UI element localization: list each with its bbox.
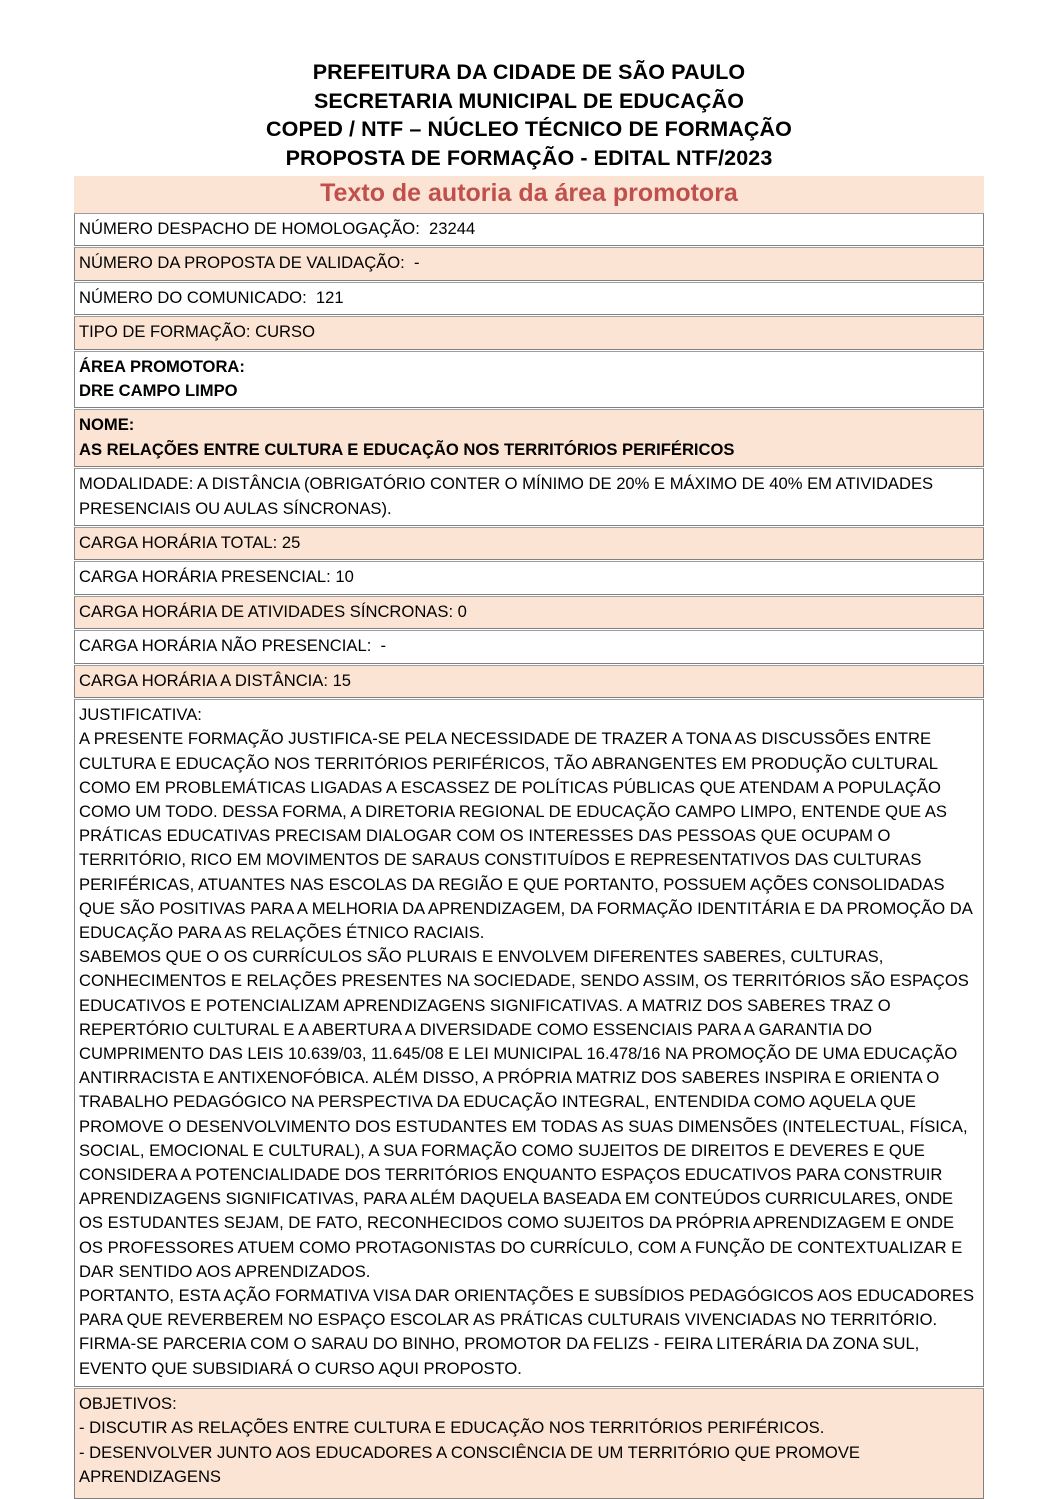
header-line-secretaria: SECRETARIA MUNICIPAL DE EDUCAÇÃO [313, 88, 745, 113]
field-carga-horaria-presencial: CARGA HORÁRIA PRESENCIAL: 10 [79, 567, 354, 587]
value-nome: AS RELAÇÕES ENTRE CULTURA E EDUCAÇÃO NOS TERRITÓRIOS PERIFÉRICOS [79, 439, 735, 459]
document-header [0, 0, 1058, 172]
header-line-prefeitura: PREFEITURA DA CIDADE DE SÃO PAULO [312, 60, 746, 84]
proposal-table [74, 213, 984, 1499]
row-area-promotora [74, 351, 984, 409]
row-comunicado [74, 282, 984, 315]
header-line-proposta-edital: PROPOSTA DE FORMAÇÃO - EDITAL NTF/2023 [285, 145, 773, 170]
justificativa-paragraph-3: PORTANTO, ESTA AÇÃO FORMATIVA VISA DAR ORIENTAÇÕES E SUBSÍDIOS PEDAGÓGICOS AOS EDUCADORES PARA QUE REVERBEREM NO ESPAÇO ESCOLAR AS PRÁTICAS CULTURAIS VIVENCIADAS NO TERRITÓRIO. FIRMA-SE PARCERIA COM O SARAU DO BINHO, PROMOTOR DA FELIZS - FEIRA LITERÁRIA DA ZONA SUL, EVENTO QUE SUBSIDIARÁ O CURSO AQUI PROPOSTO. [79, 1285, 979, 1378]
row-tipo-formacao [74, 316, 984, 349]
field-despacho-homologacao: NÚMERO DESPACHO DE HOMOLOGAÇÃO: 23244 [79, 219, 476, 238]
justificativa-paragraph-1: A PRESENTE FORMAÇÃO JUSTIFICA-SE PELA NECESSIDADE DE TRAZER A TONA AS DISCUSSÕES ENTRE CULTURA E EDUCAÇÃO NOS TERRITÓRIOS PERIFÉRICOS, TÃO ABRANGENTES EM PRODUÇÃO CULTURAL COMO EM PROBLEMÁTICAS LIGADAS A ESCASSEZ DE POLÍTICAS PÚBLICAS QUE ATENDAM A POPULAÇÃO COMO UM TODO. DESSA FORMA, A DIRETORIA REGIONAL DE EDUCAÇÃO CAMPO LIMPO, ENTENDE QUE AS PRÁTICAS EDUCATIVAS PRECISAM DIALOGAR COM OS INTERESSES DAS PESSOAS QUE OCUPAM O TERRITÓRIO, RICO EM MOVIMENTOS DE SARAUS CONSTITUÍDOS E REPRESENTATIVOS DAS CULTURAS PERIFÉRICAS, ATUANTES NAS ESCOLAS DA REGIÃO E QUE PORTANTO, POSSUEM AÇÕES CONSOLIDADAS QUE SÃO POSITIVAS PARA A MELHORIA DA APRENDIZAGEM, DA FORMAÇÃO IDENTITÁRIA E DA PROMOÇÃO DA EDUCAÇÃO PARA AS RELAÇÕES ÉTNICO RACIAIS. [79, 729, 977, 942]
field-comunicado: NÚMERO DO COMUNICADO: 121 [79, 287, 344, 307]
row-carga-horaria-distancia [74, 665, 984, 698]
field-proposta-validacao: NÚMERO DA PROPOSTA DE VALIDAÇÃO: - [79, 253, 420, 273]
value-area-promotora: DRE CAMPO LIMPO [79, 381, 238, 401]
field-tipo-formacao: TIPO DE FORMAÇÃO: CURSO [79, 322, 316, 342]
header-line-coped-ntf: COPED / NTF – NÚCLEO TÉCNICO DE FORMAÇÃO [266, 117, 792, 141]
field-carga-horaria-nao-presencial: CARGA HORÁRIA NÃO PRESENCIAL: - [79, 636, 387, 656]
objetivos-item-1: - DISCUTIR AS RELAÇÕES ENTRE CULTURA E EDUCAÇÃO NOS TERRITÓRIOS PERIFÉRICOS. [79, 1418, 825, 1438]
row-proposta-validacao [74, 247, 984, 280]
label-justificativa: JUSTIFICATIVA: [79, 705, 202, 725]
label-objetivos: OBJETIVOS: [79, 1393, 177, 1413]
row-justificativa [74, 699, 984, 1387]
section-banner [74, 176, 984, 213]
row-carga-horaria-nao-presencial [74, 630, 984, 663]
label-area-promotora: ÁREA PROMOTORA: [79, 356, 245, 376]
objetivos-item-2: - DESENVOLVER JUNTO AOS EDUCADORES A CONSCIÊNCIA DE UM TERRITÓRIO QUE PROMOVE APRENDIZAGENS [79, 1442, 864, 1486]
field-carga-horaria-sincronas: CARGA HORÁRIA DE ATIVIDADES SÍNCRONAS: 0 [79, 601, 467, 621]
field-carga-horaria-total: CARGA HORÁRIA TOTAL: 25 [79, 533, 301, 553]
row-modalidade [74, 468, 984, 526]
justificativa-paragraph-2: SABEMOS QUE O OS CURRÍCULOS SÃO PLURAIS E ENVOLVEM DIFERENTES SABERES, CULTURAS, CONHECIMENTOS E RELAÇÕES PRESENTES NA SOCIEDADE, SENDO ASSIM, OS TERRITÓRIOS SÃO ESPAÇOS EDUCATIVOS E POTENCIALIZAM APRENDIZAGENS SIGNIFICATIVAS. A MATRIZ DOS SABERES TRAZ O REPERTÓRIO CULTURAL E A ABERTURA A DIVERSIDADE COMO ESSENCIAIS PARA A GARANTIA DO CUMPRIMENTO DAS LEIS 10.639/03, 11.645/08 E LEI MUNICIPAL 16.478/16 NA PROMOÇÃO DE UMA EDUCAÇÃO ANTIRRACISTA E ANTIXENOFÓBICA. ALÉM DISSO, A PRÓPRIA MATRIZ DOS SABERES INSPIRA E ORIENTA O TRABALHO PEDAGÓGICO NA PERSPECTIVA DA EDUCAÇÃO INTEGRAL, ENTENDIDA COMO AQUELA QUE PROMOVE O DESENVOLVIMENTO DOS ESTUDANTES EM TODAS AS SUAS DIMENSÕES (INTELECTUAL, FÍSICA, SOCIAL, EMOCIONAL E CULTURAL), A SUA FORMAÇÃO COMO SUJEITOS DE DIREITOS E DEVERES E QUE CONSIDERA A POTENCIALIDADE DOS TERRITÓRIOS ENQUANTO ESPAÇOS EDUCATIVOS PARA CONSTRUIR APRENDIZAGENS SIGNIFICATIVAS, PARA ALÉM DAQUELA BASEADA EM CONTEÚDOS CURRICULARES, ONDE OS ESTUDANTES SEJAM, DE FATO, RECONHECIDOS COMO SUJEITOS DA PRÓPRIA APRENDIZAGEM E ONDE OS PROFESSORES ATUEM COMO PROTAGONISTAS DO CURRÍCULO, COM A FUNÇÃO DE CONTEXTUALIZAR E DAR SENTIDO AOS APRENDIZADOS. [79, 947, 974, 1281]
row-objetivos [74, 1388, 984, 1499]
row-carga-horaria-total [74, 527, 984, 560]
row-despacho-homologacao [74, 213, 984, 246]
row-nome [74, 409, 984, 467]
row-carga-horaria-sincronas [74, 596, 984, 629]
label-nome: NOME: [79, 415, 135, 435]
banner-title: Texto de autoria da área promotora [320, 179, 738, 207]
row-carga-horaria-presencial [74, 561, 984, 594]
field-modalidade: MODALIDADE: A DISTÂNCIA (OBRIGATÓRIO CONTER O MÍNIMO DE 20% E MÁXIMO DE 40% EM ATIVIDADES PRESENCIAIS OU AULAS SÍNCRONAS). [79, 474, 938, 518]
field-carga-horaria-distancia: CARGA HORÁRIA A DISTÂNCIA: 15 [79, 670, 352, 690]
